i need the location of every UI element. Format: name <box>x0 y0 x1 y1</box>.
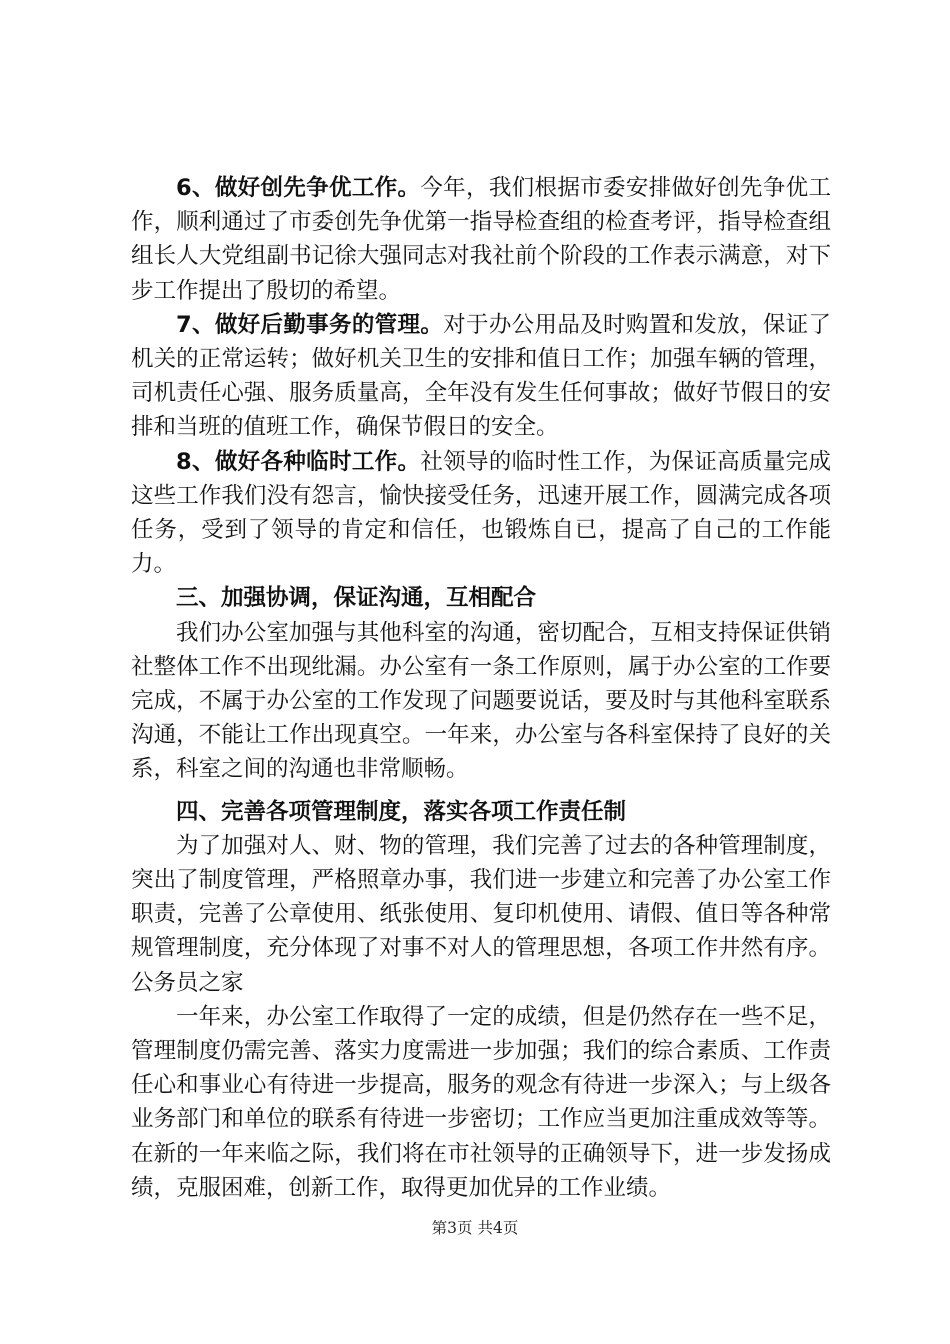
closing-paragraph: 一年来，办公室工作取得了一定的成绩，但是仍然存在一些不足，管理制度仍需完善、落实力度需进一步加强；我们的综合素质、工作责任心和事业心有待进一步提高，服务的观念有待进一步深入；与上级各业务部门和单位的联系有待进一步密切；工作应当更加注重成效等等。在新的一年来临之际，我们将在市社领导的正确领导下，进一步发扬成绩，克服困难，创新工作，取得更加优异的工作业绩。 <box>131 1003 831 1201</box>
section-3-paragraph: 我们办公室加强与其他科室的沟通，密切配合，互相支持保证供销社整体工作不出现纰漏。办公室有一条工作原则，属于办公室的工作要完成，不属于办公室的工作发现了问题要说话，要及时与其他科室联系沟通，不能让工作出现真空。一年来，办公室与各科室保持了良好的关系，科室之间的沟通也非常顺畅。 <box>131 619 831 783</box>
section-heading-3: 三、加强协调，保证沟通，互相配合 <box>176 585 537 612</box>
paragraph-item-7 <box>131 308 831 445</box>
paragraph-text: 对于办公用品及时购置和发放，保证了机关的正常运转；做好机关卫生的安排和值日工作；加强车辆的管理，司机责任心强、服务质量高，全年没有发生任何事故；做好节假日的安排和当班的值班工作，确保节假日的安全。 <box>131 311 831 441</box>
document-body <box>131 171 831 1205</box>
paragraph-lead: 8、做好各种临时工作。 <box>176 448 421 475</box>
page-number-footer: 第3页 共4页 <box>431 1219 519 1237</box>
paragraph-text: 社领导的临时性工作，为保证高质量完成这些工作我们没有怨言，愉快接受任务，迅速开展工作，圆满完成各项任务，受到了领导的肯定和信任，也锻炼自已，提高了自己的工作能力。 <box>131 448 831 578</box>
paragraph-item-8 <box>131 445 831 582</box>
paragraph-item-6 <box>131 171 831 308</box>
paragraph-lead: 6、做好创先争优工作。 <box>176 175 421 201</box>
paragraph-text: 今年，我们根据市委安排做好创先争优工作，顺利通过了市委创先争优第一指导检查组的检查考评，指导检查组组长人大党组副书记徐大强同志对我社前个阶段的工作表示满意，对下步工作提出了殷切的希望。 <box>131 175 831 304</box>
section-heading-4: 四、完善各项管理制度，落实各项工作责任制 <box>176 798 627 825</box>
paragraph-lead: 7、做好后勤事务的管理。 <box>176 311 444 338</box>
section-4-paragraph: 为了加强对人、财、物的管理，我们完善了过去的各种管理制度，突出了制度管理，严格照章办事，我们进一步建立和完善了办公室工作职责，完善了公章使用、纸张使用、复印机使用、请假、值日等各种常规管理制度，充分体现了对事不对人的管理思想，各项工作井然有序。公务员之家 <box>131 832 831 996</box>
